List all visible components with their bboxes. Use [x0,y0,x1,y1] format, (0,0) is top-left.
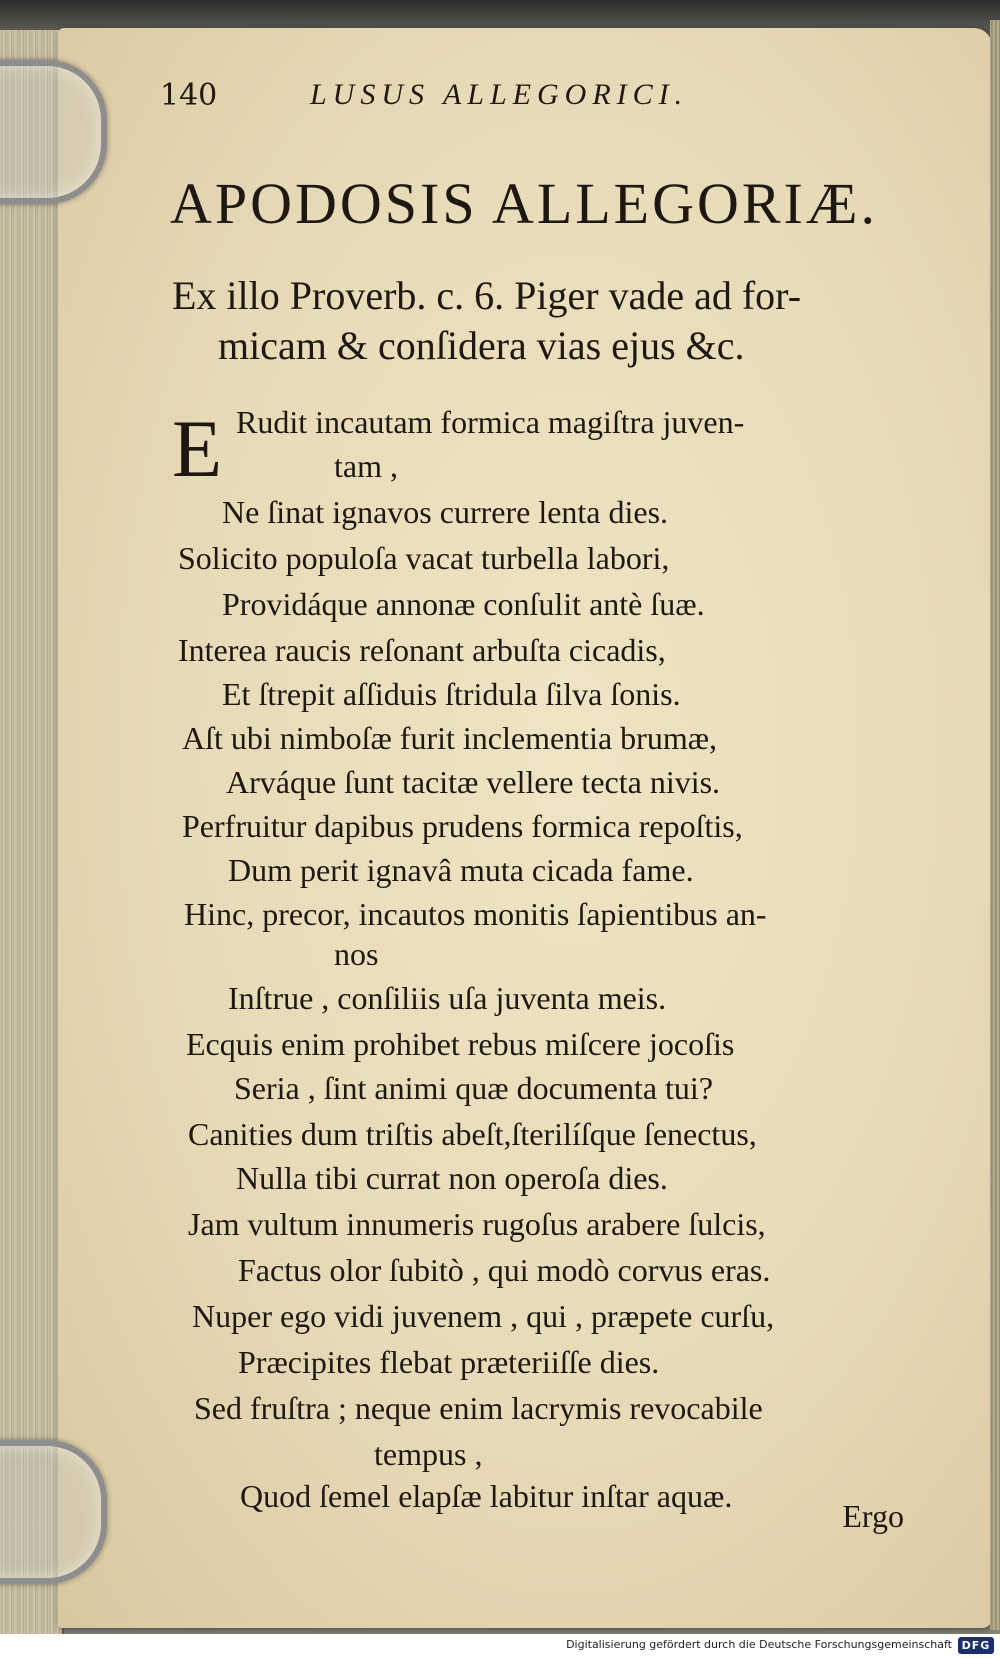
verse-line: Sed fruſtra ; neque enim lacrymis revocabile [194,1390,763,1426]
verse-line: Hinc, precor, incautos monitis ſapientibus an- [184,896,767,932]
book-clamp-top [0,60,107,204]
verse-line: Canities dum triſtis abeſt,ſterilíſque ſenectus, [188,1116,757,1152]
subtitle-line-1: Ex illo Proverb. c. 6. Piger vade ad for- [172,273,802,318]
verse-line: Inſtrue , conſiliis uſa juventa meis. [228,980,667,1016]
book-clamp-bottom [0,1440,107,1584]
verse-line: nos [334,936,379,972]
page-number: 140 [160,78,218,113]
book-page-edges [0,30,64,1640]
verse-line: Aſt ubi nimboſæ furit inclementia brumæ, [182,720,718,756]
verse-line: Quod ſemel elapſæ labitur inſtar aquæ. [240,1478,733,1514]
verse-line: Arváque ſunt tacitæ vellere tecta nivis. [226,764,721,800]
drop-cap: E [172,403,223,494]
verse-line: Ne ſinat ignavos currere lenta dies. [222,494,669,530]
verse-line: Ecquis enim prohibet rebus miſcere jocoſis [186,1026,735,1062]
digitization-credit-banner [0,1634,1000,1658]
verse-line: Jam vultum innumeris rugoſus arabere ſulcis, [188,1206,766,1242]
page-title: APODOSIS ALLEGORIÆ. [170,171,878,236]
subtitle-line-2: micam & conſidera vias ejus &c. [218,323,745,368]
verse-line: Nuper ego vidi juvenem , qui , præpete curſu, [192,1298,775,1334]
verse-line: Dum perit ignavâ muta cicada fame. [228,852,694,888]
verse-line: Seria , ſint animi quæ documenta tui? [234,1070,714,1106]
verse-line: Providáque annonæ conſulit antè ſuæ. [222,586,705,622]
verse-line: Rudit incautam formica magiſtra juven- [236,404,745,440]
verse-line: Perfruitur dapibus prudens formica repoſtis, [182,808,743,844]
verse-line: Interea raucis reſonant arbuſta cicadis, [178,632,666,668]
page-header [160,78,900,118]
digitization-credit-text: Digitalisierung gefördert durch die Deutsche Forschungsgemeinschaft [566,1638,952,1651]
book-right-edge [990,20,1000,1630]
verse-line: Præcipites flebat præteriiſſe dies. [238,1344,660,1380]
running-head: LUSUS ALLEGORICI. [310,78,689,111]
verse-line: Factus olor ſubitò , qui modò corvus eras. [238,1252,771,1288]
verse-line: tam , [334,448,398,484]
catchword: Ergo [842,1498,904,1534]
verse-line: Nulla tibi currat non operoſa dies. [236,1160,668,1196]
verse-line: tempus , [374,1436,483,1472]
verse-line: Solicito populoſa vacat turbella labori, [178,540,670,576]
verse-line: Et ſtrepit aſſiduis ſtridula ſilva ſonis. [222,676,681,712]
dfg-logo-icon: DFG [958,1637,994,1654]
